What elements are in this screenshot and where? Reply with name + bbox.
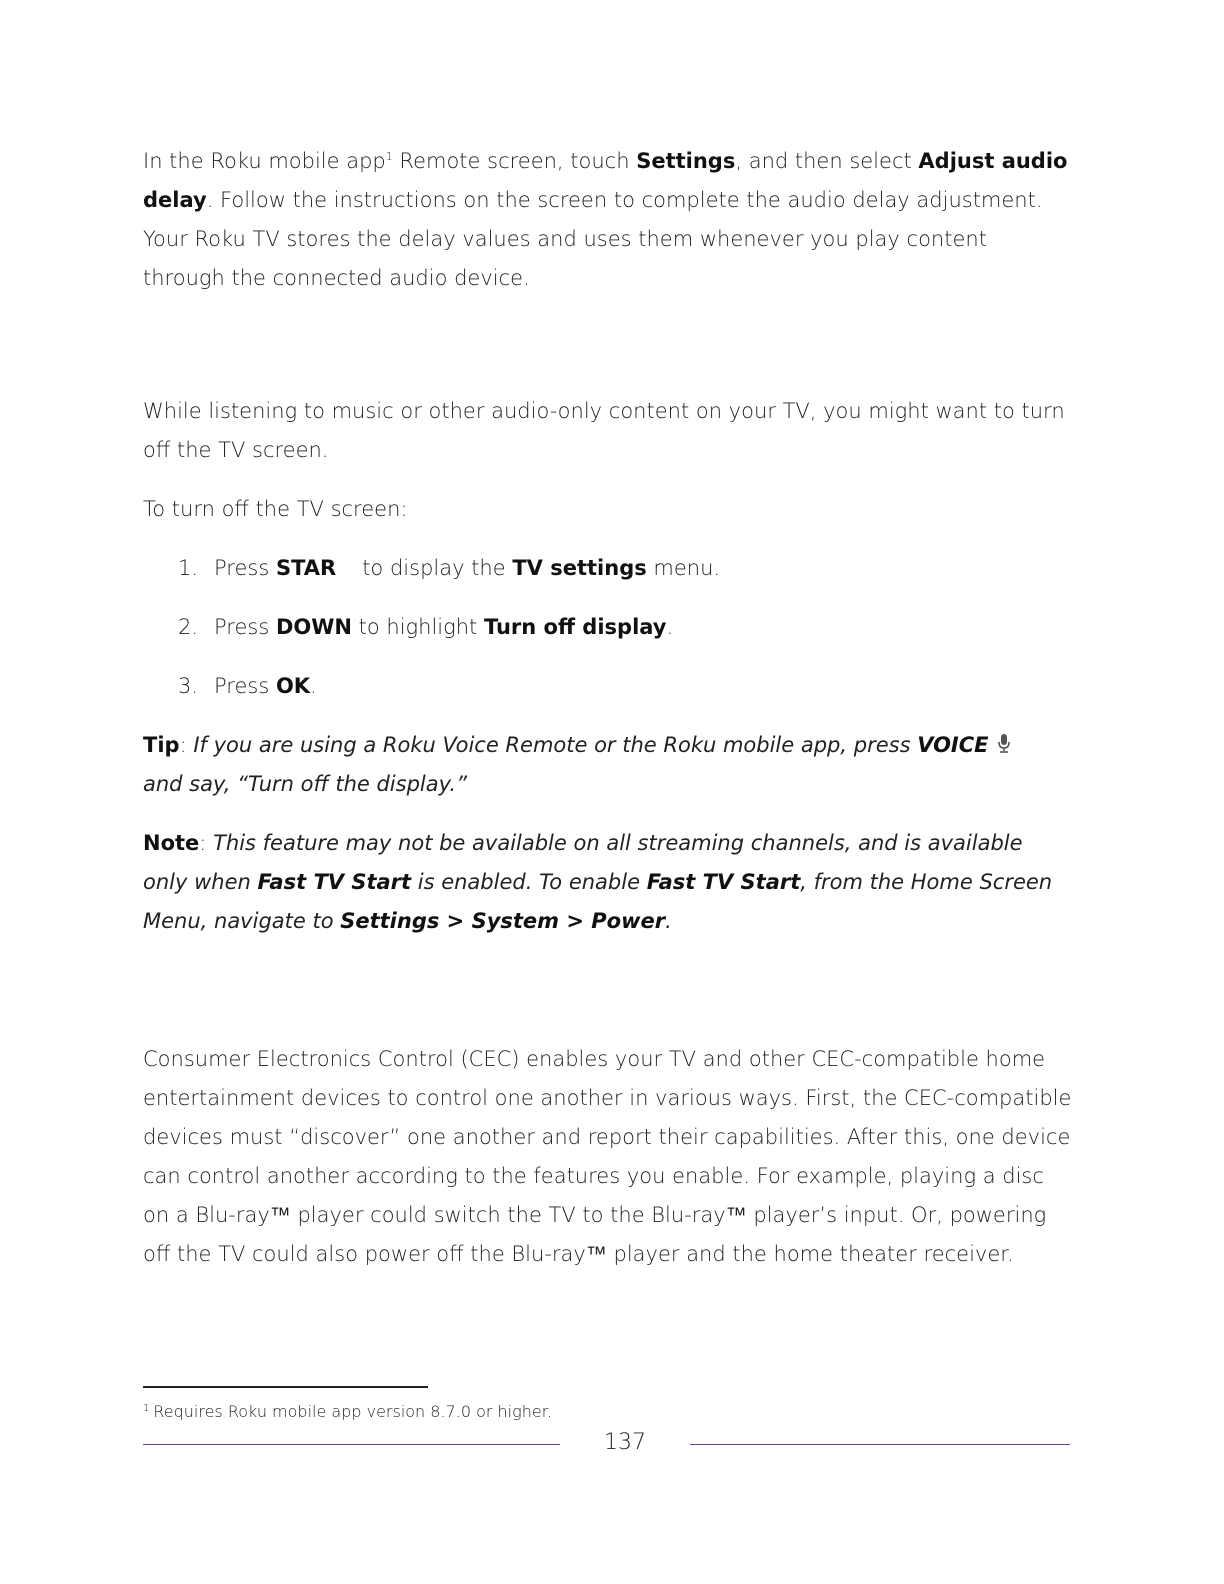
footnote: $^1$ Requires Roku mobile app version 8.7.0 or higher. <box>143 1402 552 1421</box>
footnote-reference: 1 <box>385 150 393 163</box>
audio-delay-paragraph: In the Roku mobile app$^1$ Remote screen, touch Settings, and then select Adjust audio delay. Follow the instructions on the screen to complete the audio delay adjustment. Your Roku TV stores the delay values and uses them whenever you play content through the connected audio device. <box>143 149 1068 290</box>
turn-off-screen-intro: While listening to music or other audio-only content on your TV, you might want to turn off the TV screen. <box>143 399 1065 462</box>
page-number: 137 <box>604 1430 646 1455</box>
steps-lead-in: To turn off the TV screen: <box>143 497 408 521</box>
note-callout: Note: This feature may not be available on all streaming channels, and is available only when Fast TV Start is enabled. To enable Fast TV Start, from the Home Screen Menu, navigate to Settings > System > Power. <box>143 831 1053 933</box>
footer-rule-left <box>143 1444 560 1445</box>
list-item: 1. Press STAR to display the TV settings menu. <box>178 556 721 580</box>
list-item: 2. Press DOWN to highlight Turn off display. <box>178 615 674 639</box>
footnote-divider <box>143 1386 428 1388</box>
microphone-icon <box>997 733 1011 753</box>
footer-rule-right <box>690 1444 1070 1445</box>
list-item: 3. Press OK. <box>178 674 317 698</box>
cec-paragraph: Consumer Electronics Control (CEC) enables your TV and other CEC-compatible home entertainment devices to control one another in various ways. First, the CEC-compatible devices must “discover” one another and report their capabilities. After this, one device can control another according to the features you enable. For example, playing a disc on a Blu-ray™ player could switch the TV to the Blu-ray™ player’s input. Or, powering off the TV could also power off the Blu-ray™ player and the home theater receiver. <box>143 1047 1072 1266</box>
tip-callout: Tip: If you are using a Roku Voice Remote or the Roku mobile app, press VOICE and say, “Turn off the display.” <box>143 726 1073 804</box>
